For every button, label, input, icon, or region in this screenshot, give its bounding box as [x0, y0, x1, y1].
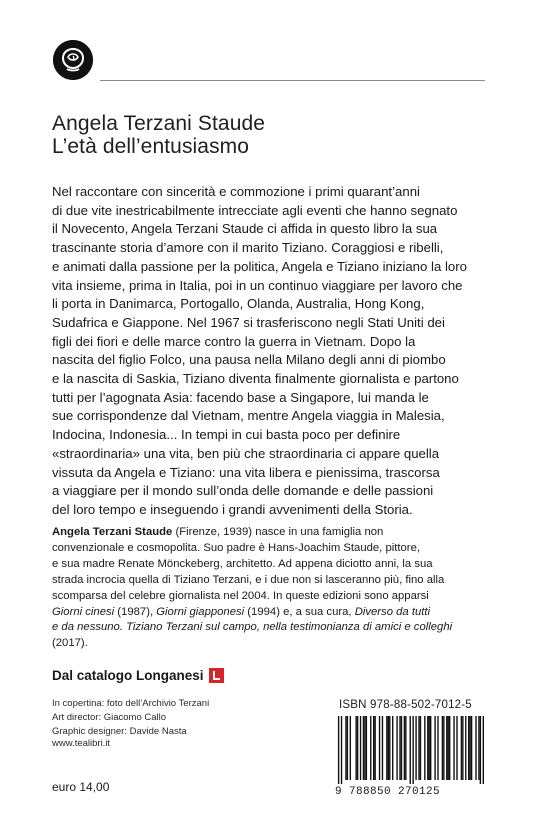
- blurb-line: vissuta da Angela e Tiziano: una vita libera e pienissima, trascorsa: [52, 464, 440, 480]
- barcode-bar: [386, 716, 387, 780]
- publisher-rose-logo-icon: [53, 40, 93, 80]
- bio-line: strada incrocia quella di Tiziano Terzani, e i due non si lasceranno più, fino alla: [52, 573, 445, 586]
- barcode-bar: [430, 716, 431, 780]
- bio-line: (2017).: [52, 637, 88, 650]
- barcode-bar: [434, 716, 435, 780]
- barcode-bar: [341, 716, 342, 784]
- barcode-bar: [360, 716, 361, 780]
- barcode-bar: [418, 716, 419, 780]
- catalog-label: Dal catalogo Longanesi: [52, 668, 204, 683]
- blurb-line: Sudafrica e Giappone. Nel 1967 si trasferiscono negli Stati Uniti dei: [52, 314, 445, 330]
- barcode-bar: [345, 716, 346, 780]
- blurb-line: e la nascita di Saskia, Tiziano diventa finalmente giornalista e partono: [52, 371, 459, 387]
- isbn-barcode: [335, 716, 487, 784]
- blurb-line: Nel raccontare con sincerità e commozione i primi quarant’anni: [52, 184, 420, 199]
- header-divider: [100, 80, 485, 81]
- barcode-bar: [370, 716, 371, 780]
- barcode-bar: [456, 716, 457, 780]
- blurb-line: e animati dalla passione per la politica, Angela e Tiziano iniziano la loro: [52, 258, 467, 274]
- book-price: euro 14,00: [52, 780, 110, 794]
- barcode-bar: [396, 716, 397, 780]
- barcode-bar: [442, 716, 443, 780]
- isbn-label: ISBN 978-88-502-7012-5: [339, 699, 472, 711]
- barcode-bar: [374, 716, 375, 780]
- barcode-bar: [363, 716, 364, 780]
- catalog-heading: [52, 668, 224, 683]
- barcode-bar: [399, 716, 400, 780]
- barcode-bar: [405, 716, 406, 780]
- book-blurb: [52, 183, 507, 520]
- blurb-line: trascinante storia d’amore con il marito Tiziano. Coraggiosi e ribelli,: [52, 240, 444, 256]
- bio-line: convenzionale e cosmopolita. Suo padre è Hans-Joachim Staude, pittore,: [52, 541, 420, 554]
- barcode-bar: [350, 716, 351, 780]
- blurb-line: sue corrispondenze dal Vietnam, mentre Angela viaggia in Malesia,: [52, 408, 445, 424]
- book-author: Angela Terzani Staude: [52, 112, 266, 135]
- barcode-bar: [424, 716, 425, 780]
- blurb-line: vita insieme, prima in Italia, poi in un continuo viaggiare per lavoro che: [52, 277, 463, 293]
- bio-line: [52, 620, 497, 636]
- barcode-bar: [483, 716, 484, 784]
- bio-line: scomparsa del celebre giornalista nel 2004. In queste edizioni sono apparsi: [52, 589, 429, 602]
- bio-book-title: Diverso da tutti: [354, 605, 431, 618]
- bio-line: [52, 605, 497, 621]
- blurb-line: li porta in Danimarca, Portogallo, Olanda, Australia, Hong Kong,: [52, 296, 425, 312]
- barcode-bar: [357, 716, 358, 780]
- blurb-line: Indocina, Indonesia... In tempi in cui basta poco per definire: [52, 427, 401, 443]
- barcode-bar: [379, 716, 380, 780]
- barcode-bar: [478, 716, 479, 780]
- publisher-website[interactable]: www.tealibri.it: [52, 738, 111, 749]
- bio-text: (Firenze, 1939) nasce in una famiglia non: [172, 526, 384, 538]
- barcode-bar: [469, 716, 470, 780]
- barcode-bar: [461, 716, 462, 780]
- blurb-line: figli dei fiori e delle marce contro la guerra in Vietnam. Dopo la: [52, 333, 416, 349]
- barcode-digits: 9 788850 270125: [335, 786, 441, 798]
- barcode-bar: [427, 716, 428, 780]
- bio-book-title: Giorni cinesi: [52, 605, 115, 618]
- barcode-bar: [429, 716, 430, 780]
- barcode-bar: [355, 716, 356, 780]
- bio-author-name: Angela Terzani Staude: [52, 526, 173, 538]
- barcode-bar: [388, 716, 389, 780]
- barcode-bar: [410, 716, 411, 784]
- barcode-bar: [480, 716, 481, 784]
- barcode-bar: [420, 716, 421, 780]
- bio-text: (1994) e, a sua cura,: [244, 605, 355, 618]
- graphic-designer-credit: Graphic designer: Davide Nasta: [52, 725, 187, 737]
- barcode-bar: [462, 716, 463, 780]
- barcode-bar: [392, 716, 393, 780]
- barcode-bar: [468, 716, 469, 780]
- blurb-line: «straordinaria» una vita, ben più che straordinaria ci appare quella: [52, 445, 440, 461]
- barcode-bar: [475, 716, 476, 780]
- blurb-line: del loro tempo e inseguendo i grandi avvenimenti della Storia.: [52, 501, 413, 517]
- barcode-bar: [448, 716, 449, 780]
- credits: [52, 697, 209, 738]
- barcode-bar: [453, 716, 454, 780]
- author-bio: [52, 525, 497, 652]
- barcode-bar: [415, 716, 416, 780]
- bio-book-title: e da nessuno. Tiziano Terzani sul campo, nella testimonianza di amici e colleghi: [52, 621, 453, 634]
- barcode-bar: [465, 716, 466, 780]
- art-director-credit: Art director: Giacomo Callo: [52, 711, 167, 723]
- barcode-bar: [347, 716, 348, 780]
- barcode-bar: [412, 716, 413, 784]
- book-title: L’età dell’entusiasmo: [52, 135, 250, 158]
- barcode-bar: [443, 716, 444, 780]
- barcode-bar: [449, 716, 450, 780]
- bio-text: (1987),: [114, 605, 157, 618]
- cover-credit: In copertina: foto dell’Archivio Terzani: [52, 698, 210, 709]
- barcode-bar: [446, 716, 447, 780]
- blurb-line: di due vite inestricabilmente intrecciate agli eventi che hanno segnato: [52, 202, 458, 218]
- bio-book-title: Giorni giapponesi: [156, 605, 245, 618]
- bio-line: e sua madre Renate Mönckeberg, architetto. Ad appena diciotto anni, la sua: [52, 557, 433, 570]
- blurb-line: a viaggiare per il mondo sull’onda delle domande e delle passioni: [52, 483, 434, 499]
- longanesi-mark-icon: [209, 668, 224, 683]
- blurb-line: il Novecento, Angela Terzani Staude ci affida in questo libro la sua: [52, 221, 438, 237]
- barcode-bar: [382, 716, 383, 780]
- publisher-logo: [53, 40, 93, 80]
- barcode-bar: [389, 716, 390, 780]
- barcode-bar: [401, 716, 402, 780]
- barcode-bar: [437, 716, 438, 780]
- barcode-bar: [471, 716, 472, 780]
- barcode-bar: [366, 716, 367, 780]
- barcode-bar: [373, 716, 374, 780]
- barcode-bar: [338, 716, 339, 784]
- blurb-line: tutti per l’agognata Asia: facendo base a Singapore, lui manda le: [52, 389, 429, 405]
- barcode-bar: [364, 716, 365, 780]
- barcode-bar: [404, 716, 405, 780]
- bio-line: [52, 525, 497, 541]
- blurb-line: nascita del figlio Folco, una pausa nella Milano degli anni di piombo: [52, 352, 446, 368]
